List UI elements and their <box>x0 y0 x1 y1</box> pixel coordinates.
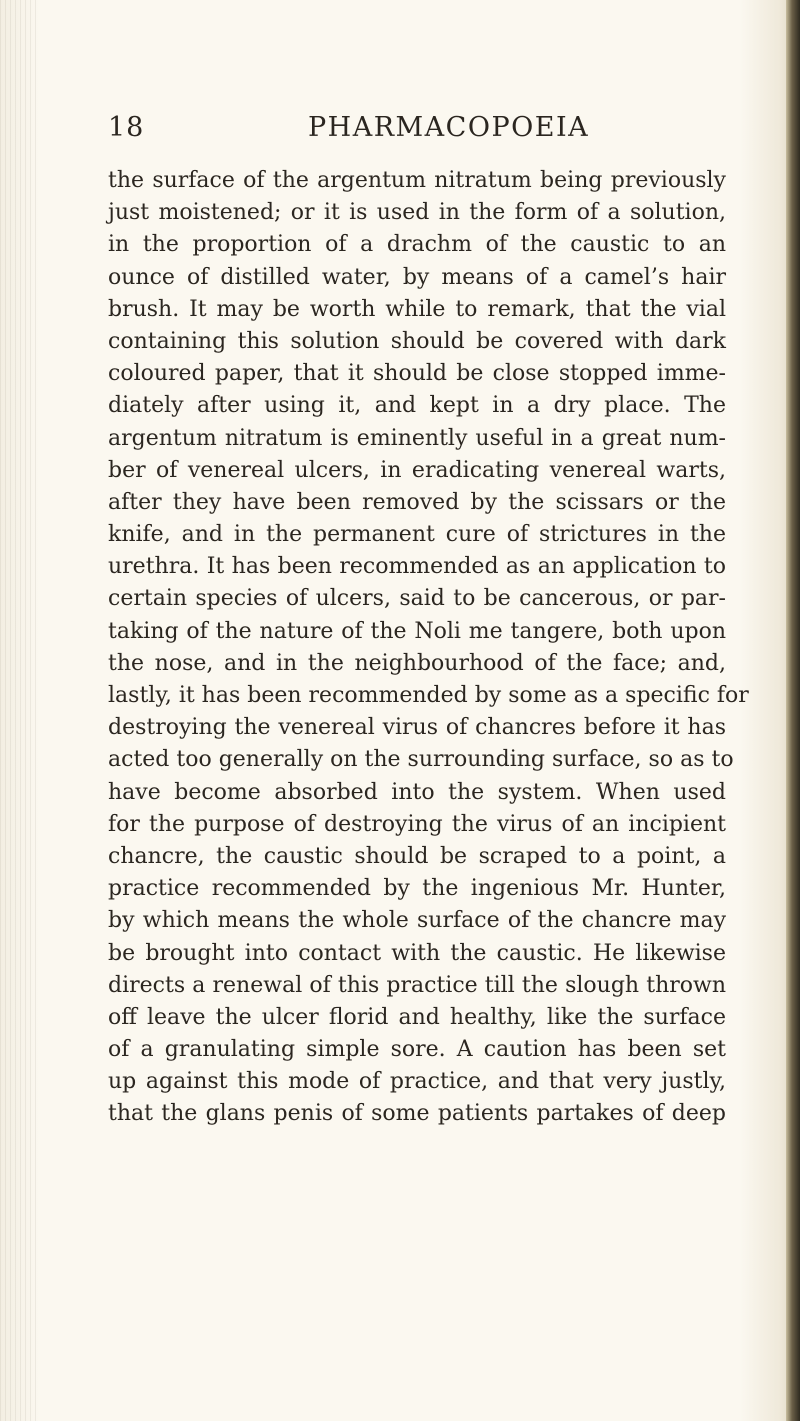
page-header <box>108 112 718 152</box>
text-line: directs a renewal of this practice till the slough thrown <box>108 972 726 998</box>
text-line: brush. It may be worth while to remark, that the vial <box>108 296 726 322</box>
text-line: lastly, it has been recommended by some as a specific for <box>108 683 749 708</box>
page-number: 18 <box>108 112 145 143</box>
text-line: the surface of the argentum nitratum being previously <box>108 168 726 193</box>
text-line: up against this mode of practice, and that very justly, <box>108 1069 726 1095</box>
text-line: acted too generally on the surrounding surface, so as to <box>108 747 734 773</box>
text-line: have become absorbed into the system. When used <box>108 779 726 805</box>
text-line: be brought into contact with the caustic. He likewise <box>108 940 726 966</box>
text-line: destroying the venereal virus of chancres before it has <box>108 715 726 741</box>
text-line: coloured paper, that it should be close stopped imme- <box>108 361 726 387</box>
text-line: chancre, the caustic should be scraped to a point, a <box>108 843 726 869</box>
text-line: containing this solution should be covered with dark <box>108 328 726 354</box>
text-line: the nose, and in the neighbourhood of the face; and, <box>108 650 726 676</box>
text-line: after they have been removed by the scissars or the <box>108 489 726 515</box>
text-line: diately after using it, and kept in a dry place. The <box>108 393 726 419</box>
text-line: taking of the nature of the Noli me tangere, both upon <box>108 618 726 644</box>
page-gutter <box>0 0 36 1421</box>
text-line: of a granulating simple sore. A caution has been set <box>108 1037 726 1063</box>
text-line: just moistened; or it is used in the form of a solution, <box>108 200 726 226</box>
text-line: urethra. It has been recommended as an application to <box>108 554 726 580</box>
text-line: for the purpose of destroying the virus of an incipient <box>108 811 726 837</box>
text-line: off leave the ulcer florid and healthy, like the surface <box>108 1004 726 1030</box>
running-head: PHARMACOPOEIA <box>308 112 590 143</box>
page-edge <box>786 0 800 1421</box>
text-line: in the proportion of a drachm of the caustic to an <box>108 232 726 258</box>
text-line: that the glans penis of some patients partakes of deep <box>108 1101 726 1127</box>
text-line: ounce of distilled water, by means of a camel’s hair <box>108 264 726 290</box>
text-line: certain species of ulcers, said to be cancerous, or par- <box>108 586 726 612</box>
text-line: by which means the whole surface of the chancre may <box>108 908 726 934</box>
text-line: ber of venereal ulcers, in eradicating venereal warts, <box>108 457 726 483</box>
text-line: argentum nitratum is eminently useful in a great num- <box>108 425 726 451</box>
text-line: knife, and in the permanent cure of strictures in the <box>108 522 726 548</box>
body-text <box>108 165 749 1131</box>
text-line: practice recommended by the ingenious Mr. Hunter, <box>108 876 726 902</box>
